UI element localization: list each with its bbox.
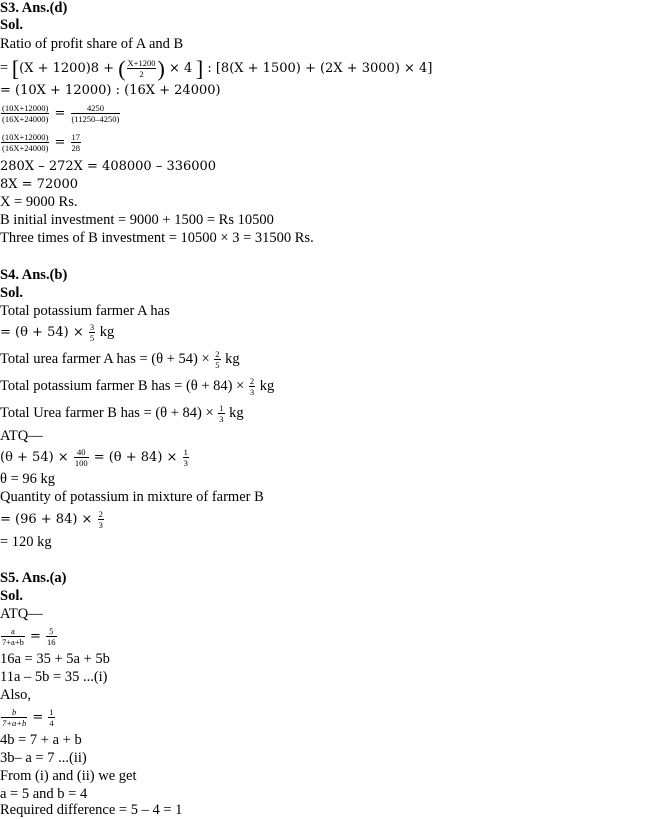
s3-frac-right xyxy=(71,104,121,124)
fraction xyxy=(89,323,95,343)
s5-heading: S5. Ans.(a) xyxy=(0,570,67,586)
frac-num: a xyxy=(1,627,25,638)
frac-den: 7+a+b xyxy=(2,718,27,729)
s3-sol-label: Sol. xyxy=(0,17,23,33)
s4-sol-label: Sol. xyxy=(0,285,23,301)
s3-eq-sign: = xyxy=(0,60,12,76)
fraction xyxy=(48,708,54,728)
frac-den: (11250–4250) xyxy=(71,114,120,125)
frac-num: 4250 xyxy=(71,104,121,115)
s3-frac-right xyxy=(71,133,82,153)
frac-num: 2 xyxy=(249,375,255,386)
frac-den: 4 xyxy=(49,718,54,729)
frac-num: b xyxy=(1,708,27,719)
eq-sign: = xyxy=(50,135,70,150)
s3-line-5: 280X – 272X = 408000 – 336000 xyxy=(0,159,217,174)
fraction xyxy=(183,448,189,468)
frac-den: 5 xyxy=(215,360,220,371)
expr-part: Total urea farmer A has = (θ + 54) × xyxy=(0,351,214,367)
s3-line-2: = (10X + 12000) : (16X + 24000) xyxy=(0,83,221,98)
frac-den: 3 xyxy=(98,520,103,531)
frac-num: 5 xyxy=(46,627,57,638)
frac-den: 3 xyxy=(183,458,188,469)
frac-num: 17 xyxy=(71,131,81,142)
s4-line-2 xyxy=(0,318,114,347)
s5-line-1: ATQ— xyxy=(0,606,43,622)
s5-line-2 xyxy=(0,622,58,651)
s3-expr-part: (X + 1200)8 + xyxy=(19,61,119,76)
expr-part: Total Urea farmer B has = (θ + 84) × xyxy=(0,405,218,421)
s3-line-9: Three times of B investment = 10500 × 3 = 31500 Rs. xyxy=(0,230,314,246)
s3-ratio-expression xyxy=(0,55,432,82)
frac-den: 7+a+b xyxy=(2,637,24,648)
frac-num: 1 xyxy=(219,402,224,413)
unit: kg xyxy=(225,405,244,421)
frac-den: 3 xyxy=(249,387,255,398)
frac-num: 40 xyxy=(74,448,89,459)
s3-heading: S3. Ans.(d) xyxy=(0,0,68,16)
frac-num: 1 xyxy=(183,446,188,457)
s5-sol-label: Sol. xyxy=(0,588,23,604)
frac-num: 2 xyxy=(215,348,220,359)
s3-paren-open: ( xyxy=(118,55,126,81)
unit: kg xyxy=(96,324,115,340)
s4-line-9: Quantity of potassium in mixture of farmer B xyxy=(0,489,264,505)
fraction xyxy=(214,350,220,370)
frac-den: 16 xyxy=(47,637,56,648)
frac-num: 1 xyxy=(49,706,54,717)
frac-den: (16X+24000) xyxy=(2,114,49,125)
frac-num: (10X+12000) xyxy=(2,131,49,142)
eq-sign: = xyxy=(28,710,48,725)
s3-intro: Ratio of profit share of A and B xyxy=(0,36,184,52)
eq-sign: = xyxy=(50,106,70,121)
fraction xyxy=(74,448,89,468)
expr-part: Total potassium farmer B has = (θ + 84) × xyxy=(0,378,248,394)
s3-expr-part: × 4 xyxy=(164,61,193,76)
s4-line-10 xyxy=(0,505,105,534)
frac-den: 100 xyxy=(74,458,88,469)
s3-expr-part: : [8(X + 1500) + (2X + 3000) × 4] xyxy=(203,61,433,76)
s3-line-6: 8X = 72000 xyxy=(0,177,79,192)
unit: kg xyxy=(256,378,275,394)
expr-part: = (θ + 84) × xyxy=(89,450,182,465)
s3-frac-left xyxy=(1,104,49,124)
s3-line-7: X = 9000 Rs. xyxy=(0,194,78,210)
fraction xyxy=(46,627,57,647)
s3-fraction xyxy=(127,59,157,79)
s4-heading: S4. Ans.(b) xyxy=(0,267,68,283)
frac-num: (10X+12000) xyxy=(2,102,49,113)
fraction xyxy=(218,404,224,424)
s3-frac-num: X+1200 xyxy=(127,57,156,68)
s5-line-3: 16a = 35 + 5a + 5b xyxy=(0,651,110,667)
fraction xyxy=(1,708,27,728)
s5-line-9: From (i) and (ii) we get xyxy=(0,768,137,784)
s3-bracket-close: ] xyxy=(195,55,204,81)
s5-line-8: 3b– a = 7 ...(ii) xyxy=(0,750,87,766)
expr-part: = (θ + 54) × xyxy=(0,325,88,340)
s5-line-11: Required difference = 5 – 4 = 1 xyxy=(0,802,183,818)
s4-line-7 xyxy=(0,443,190,472)
frac-num: 3 xyxy=(89,321,95,332)
s5-line-10: a = 5 and b = 4 xyxy=(0,786,88,802)
frac-den: 5 xyxy=(89,333,95,344)
fraction xyxy=(249,377,255,397)
s4-line-3 xyxy=(0,345,240,373)
s3-bracket-open: [ xyxy=(11,55,20,81)
expr-part: (θ + 54) × xyxy=(0,450,73,465)
s5-line-5: Also, xyxy=(0,687,32,703)
eq-sign: = xyxy=(25,629,46,644)
s4-line-4 xyxy=(0,372,274,400)
s4-line-8: θ = 96 kg xyxy=(0,471,55,487)
s4-line-6: ATQ— xyxy=(0,428,43,444)
s3-paren-close: ) xyxy=(157,55,165,81)
s5-line-4: 11a – 5b = 35 ...(i) xyxy=(0,669,108,685)
fraction xyxy=(1,627,25,647)
s4-line-5 xyxy=(0,399,244,427)
frac-den: 28 xyxy=(71,143,81,154)
s4-line-1: Total potassium farmer A has xyxy=(0,303,170,319)
frac-den: (16X+24000) xyxy=(2,143,49,154)
expr-part: = (96 + 84) × xyxy=(0,512,97,527)
fraction xyxy=(98,510,104,530)
unit: kg xyxy=(221,351,240,367)
s3-line-3 xyxy=(0,99,121,128)
s4-line-11: = 120 kg xyxy=(0,534,52,550)
s3-line-8: B initial investment = 9000 + 1500 = Rs 10500 xyxy=(0,212,274,228)
s3-frac-den: 2 xyxy=(139,69,144,80)
frac-den: 3 xyxy=(219,414,224,425)
s5-line-7: 4b = 7 + a + b xyxy=(0,732,82,748)
frac-num: 2 xyxy=(98,508,103,519)
s3-line-4 xyxy=(0,128,82,157)
s3-frac-left xyxy=(1,133,49,153)
s5-line-6 xyxy=(0,703,56,732)
